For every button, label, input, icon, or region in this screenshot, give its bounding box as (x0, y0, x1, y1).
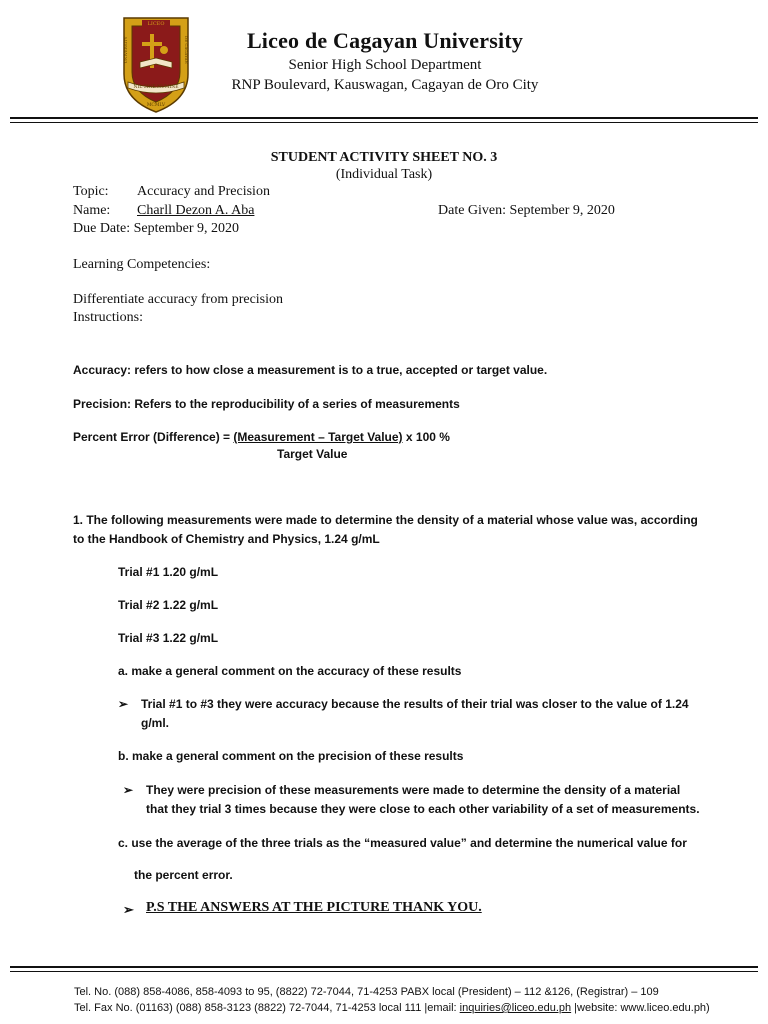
competencies-label: Learning Competencies: (73, 257, 211, 272)
question-a: a. make a general comment on the accuracy of these results (118, 664, 462, 678)
percent-error-formula (73, 430, 450, 444)
accuracy-definition: Accuracy: refers to how close a measurement is to a true, accepted or target value. (73, 363, 548, 377)
topic-label: Topic: (73, 184, 109, 199)
logo-text-banner: NIL SINE NUMINE (133, 85, 179, 90)
logo-text-left: UNIVERSITY (123, 36, 128, 64)
sheet-subtitle: (Individual Task) (335, 167, 433, 182)
name-label: Name: (73, 203, 111, 218)
topic-value: Accuracy and Precision (137, 184, 270, 199)
question-c-line-2: the percent error. (134, 868, 233, 882)
footer-divider-thin (10, 971, 758, 972)
header-divider-thin (10, 122, 758, 123)
logo-text-bottom: MCMLV (146, 103, 166, 108)
ps-note: P.S THE ANSWERS AT THE PICTURE THANK YOU. (146, 900, 482, 915)
student-name: Charll Dezon A. Aba (137, 203, 255, 218)
answer-b-line-2: that they trial 3 times because they were close to each other variability of a set of measurements. (146, 802, 700, 816)
instructions-label: Instructions: (73, 310, 143, 325)
footer-website: |website: www.liceo.edu.ph) (571, 1002, 710, 1014)
footer-phone: Tel. No. (088) 858-4086, 858-4093 to 95, (8822) 72-7044, 71-4253 PABX local (President) – 112 &126, (Registrar) – 109 (74, 986, 659, 998)
header-divider-thick (10, 117, 758, 119)
logo-text-top: LICEO (147, 21, 165, 27)
university-name: Liceo de Cagayan University (246, 28, 524, 53)
question-1-line-2: to the Handbook of Chemistry and Physics, 1.24 g/mL (73, 532, 380, 546)
arrow-bullet-icon: ➢ (123, 902, 134, 917)
logo-text-right: DE CAGAYAN (184, 36, 189, 64)
university-seal-logo (120, 12, 192, 116)
footer-divider-thick (10, 966, 758, 968)
percent-error-prefix: Percent Error (Difference) = (73, 430, 234, 444)
percent-error-denominator: Target Value (277, 447, 348, 461)
answer-a-line-2: g/ml. (141, 716, 170, 730)
percent-error-numerator: (Measurement – Target Value) (233, 430, 403, 444)
due-date: Due Date: September 9, 2020 (73, 221, 240, 236)
question-b: b. make a general comment on the precision of these results (118, 749, 464, 763)
footer-contact (74, 1002, 710, 1014)
question-c-line-1: c. use the average of the three trials as the “measured value” and determine the numerical value for (118, 836, 687, 850)
answer-b-line-1: They were precision of these measurements were made to determine the density of a material (146, 783, 681, 797)
percent-error-suffix: x 100 % (402, 430, 450, 444)
date-given: Date Given: September 9, 2020 (438, 203, 615, 218)
trial-1: Trial #1 1.20 g/mL (118, 565, 219, 579)
trial-2: Trial #2 1.22 g/mL (118, 598, 219, 612)
competency-text: Differentiate accuracy from precision (73, 292, 284, 307)
answer-a-line-1: Trial #1 to #3 they were accuracy because the results of their trial was closer to the value of 1.24 (141, 697, 689, 711)
precision-definition: Precision: Refers to the reproducibility of a series of measurements (73, 397, 460, 411)
question-1-line-1: 1. The following measurements were made to determine the density of a material whose value was, according (73, 513, 698, 527)
footer-fax: Tel. Fax No. (01163) (088) 858-3123 (8822) 72-7044, 71-4253 local 111 |email: (74, 1002, 460, 1014)
university-address: RNP Boulevard, Kauswagan, Cagayan de Oro City (231, 77, 539, 93)
arrow-bullet-icon: ➢ (118, 697, 129, 711)
trial-3: Trial #3 1.22 g/mL (118, 631, 219, 645)
department-name: Senior High School Department (288, 57, 482, 73)
arrow-bullet-icon: ➢ (123, 783, 134, 797)
sheet-title: STUDENT ACTIVITY SHEET NO. 3 (270, 150, 498, 165)
footer-email-link[interactable]: inquiries@liceo.edu.ph (459, 1002, 572, 1014)
